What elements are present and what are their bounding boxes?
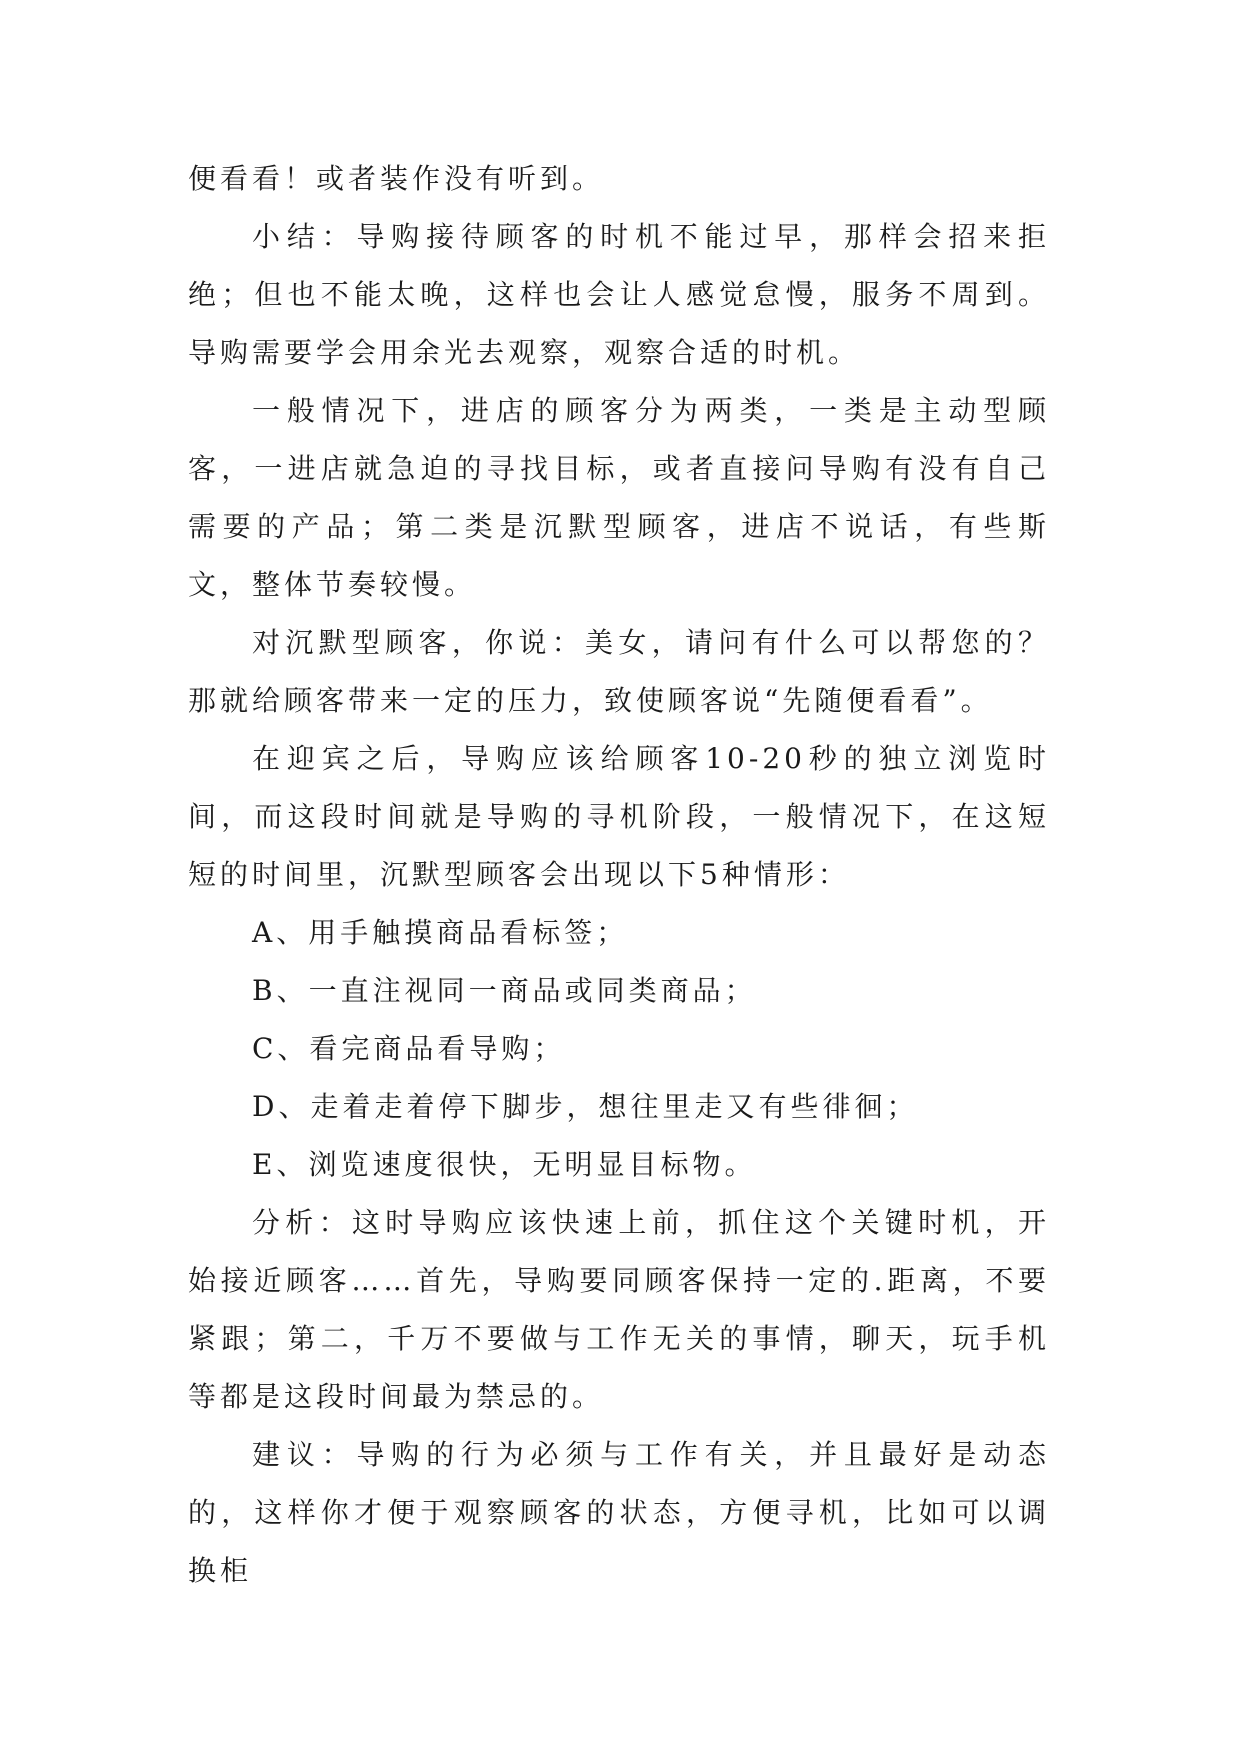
paragraph: 分析：这时导购应该快速上前，抓住这个关键时机，开始接近顾客……首先，导购要同顾客保持一定的.距离，不要紧跟；第二，千万不要做与工作无关的事情，聊天，玩手机等都是这段时间最为禁忌的。 (188, 1206, 1050, 1413)
paragraph: 在迎宾之后，导购应该给顾客10-20秒的独立浏览时间，而这段时间就是导购的寻机阶段，一般情况下，在这短短的时间里，沉默型顾客会出现以下5种情形： (188, 742, 1050, 891)
paragraph: 一般情况下，进店的顾客分为两类，一类是主动型顾客，一进店就急迫的寻找目标，或者直接问导购有没有自己需要的产品；第二类是沉默型顾客，进店不说话，有些斯文，整体节奏较慢。 (188, 394, 1050, 601)
body-text (188, 150, 1050, 1600)
paragraph: 建议：导购的行为必须与工作有关，并且最好是动态的，这样你才便于观察顾客的状态，方便寻机，比如可以调换柜 (188, 1438, 1050, 1587)
paragraph: 便看看！或者装作没有听到。 (188, 162, 605, 195)
list-item: B、一直注视同一商品或同类商品； (252, 974, 757, 1007)
list-item: E、浏览速度很快，无明显目标物。 (252, 1148, 757, 1181)
list-item: C、看完商品看导购； (252, 1032, 566, 1065)
list-item: A、用手触摸商品看标签； (252, 916, 629, 949)
paragraph: 小结：导购接待顾客的时机不能过早，那样会招来拒绝；但也不能太晚，这样也会让人感觉怠慢，服务不周到。导购需要学会用余光去观察，观察合适的时机。 (188, 220, 1050, 369)
list-item: D、走着走着停下脚步，想往里走又有些徘徊； (252, 1090, 919, 1123)
paragraph: 对沉默型顾客，你说：美女，请问有什么可以帮您的？那就给顾客带来一定的压力，致使顾客说“先随便看看”。 (188, 626, 1050, 717)
